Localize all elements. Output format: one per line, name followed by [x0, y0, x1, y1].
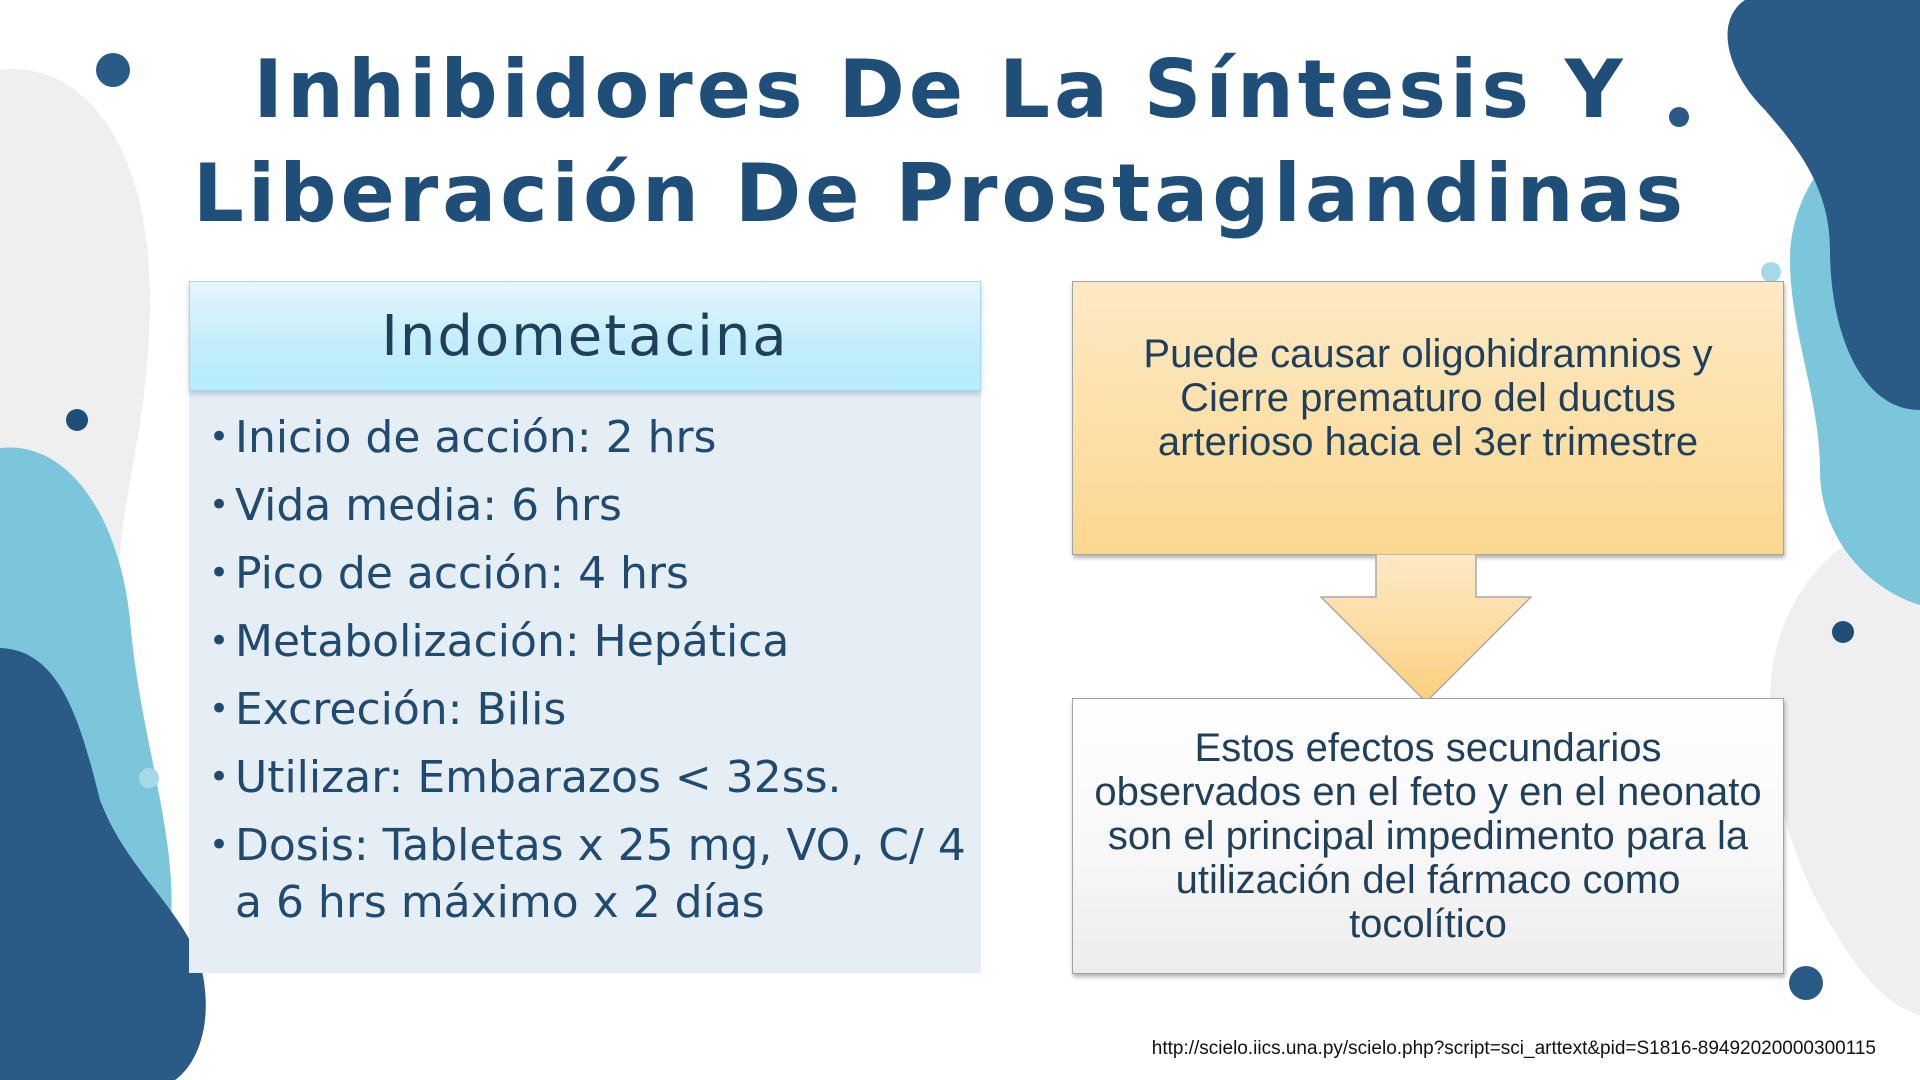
decor-dot: [1761, 262, 1781, 282]
list-item: [209, 749, 969, 806]
list-item: [209, 477, 969, 534]
list-item-text: Vida media: 6 hrs: [235, 480, 622, 531]
down-arrow-icon: [1320, 554, 1532, 704]
list-item-text: Excreción: Bilis: [235, 684, 567, 735]
bullet-icon: •: [209, 485, 230, 525]
consequence-box: [1072, 698, 1784, 974]
bullet-icon: •: [209, 757, 230, 797]
bullet-icon: •: [209, 553, 230, 593]
bullet-icon: •: [209, 689, 230, 729]
list-item: [209, 409, 969, 466]
drug-properties-list: [209, 409, 969, 942]
bullet-icon: •: [209, 417, 230, 457]
list-item: [209, 545, 969, 602]
list-item: [209, 681, 969, 738]
side-effects-text: Puede causar oligohidramnios y Cierre prematuro del ductus arterioso hacia el 3er trimestre: [1143, 332, 1713, 464]
decor-dot: [66, 409, 88, 431]
drug-card-header: [189, 281, 981, 391]
list-item-text: Inicio de acción: 2 hrs: [235, 412, 717, 463]
list-item: [209, 613, 969, 670]
consequence-text: Estos efectos secundarios observados en el feto y en el neonato son el principal impedimento para la utilización del fármaco como tocolítico: [1094, 726, 1762, 946]
decor-dot: [1789, 966, 1823, 1000]
list-item-text: Pico de acción: 4 hrs: [235, 548, 689, 599]
decor-dot: [139, 768, 159, 788]
decor-dot: [1832, 621, 1854, 643]
title-line-1: Inhibidores De La Síntesis Y: [253, 43, 1627, 136]
decor-dot: [96, 53, 130, 87]
side-effects-box: [1072, 281, 1784, 555]
drug-card: [189, 281, 981, 973]
list-item-text: Utilizar: Embarazos < 32ss.: [235, 752, 842, 803]
list-item-text: Metabolización: Hepática: [235, 616, 790, 667]
list-item: [209, 817, 969, 931]
source-citation: http://scielo.iics.una.py/scielo.php?script=sci_arttext&pid=S1816-89492020000300115: [1151, 1038, 1876, 1059]
title-line-2: Liberación De Prostaglandinas: [192, 147, 1688, 240]
slide-title: [160, 38, 1720, 246]
bullet-icon: •: [209, 825, 230, 865]
list-item-text: Dosis: Tabletas x 25 mg, VO, C/ 4 a 6 hrs máximo x 2 días: [235, 820, 966, 928]
drug-name: Indometacina: [381, 303, 789, 369]
bullet-icon: •: [209, 621, 230, 661]
